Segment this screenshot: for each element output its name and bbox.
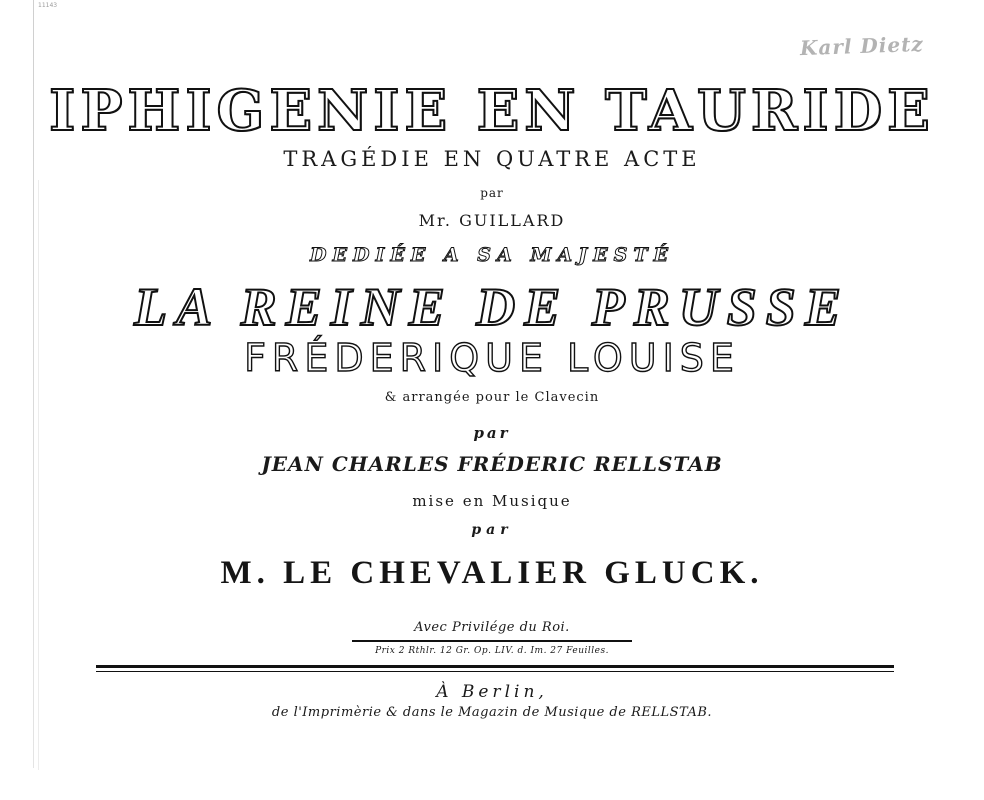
publisher-line: de l'Imprimèrie & dans le Magazin de Musique de RELLSTAB. xyxy=(271,705,713,720)
price-line: Prix 2 Rthlr. 12 Gr. Op. LIV. d. Im. 27 Feuilles. xyxy=(375,646,609,656)
dedication-line: DEDIÉE A SA MAJESTÉ xyxy=(310,244,674,266)
long-rule-thin xyxy=(96,671,894,672)
privilege-line: Avec Privilége du Roi. xyxy=(414,620,570,635)
par-text-1: par xyxy=(480,186,504,200)
music-line: mise en Musique xyxy=(412,492,572,510)
librettist-name: Mr. GUILLARD xyxy=(418,211,566,230)
composer-name: M. LE CHEVALIER GLUCK. xyxy=(220,555,764,591)
queen-title: LA REINE DE PRUSSE xyxy=(134,277,850,337)
short-rule xyxy=(352,640,632,642)
queen-name: FRÉDERIQUE LOUISE xyxy=(244,336,740,380)
corner-mark: 11143 xyxy=(38,2,58,9)
ownership-stamp: Karl Dietz xyxy=(799,31,925,61)
arranger-name: JEAN CHARLES FRÉDERIC RELLSTAB xyxy=(261,452,723,476)
opera-subtitle: TRAGÉDIE EN QUATRE ACTE xyxy=(283,147,701,171)
long-rule-thick xyxy=(96,665,894,668)
city-line: À Berlin, xyxy=(436,682,548,702)
par-text-2: par xyxy=(473,424,511,442)
opera-title: IPHIGENIE EN TAURIDE xyxy=(49,78,935,144)
arrangement-line: & arrangée pour le Clavecin xyxy=(384,390,600,405)
par-text-3: par xyxy=(471,522,513,538)
